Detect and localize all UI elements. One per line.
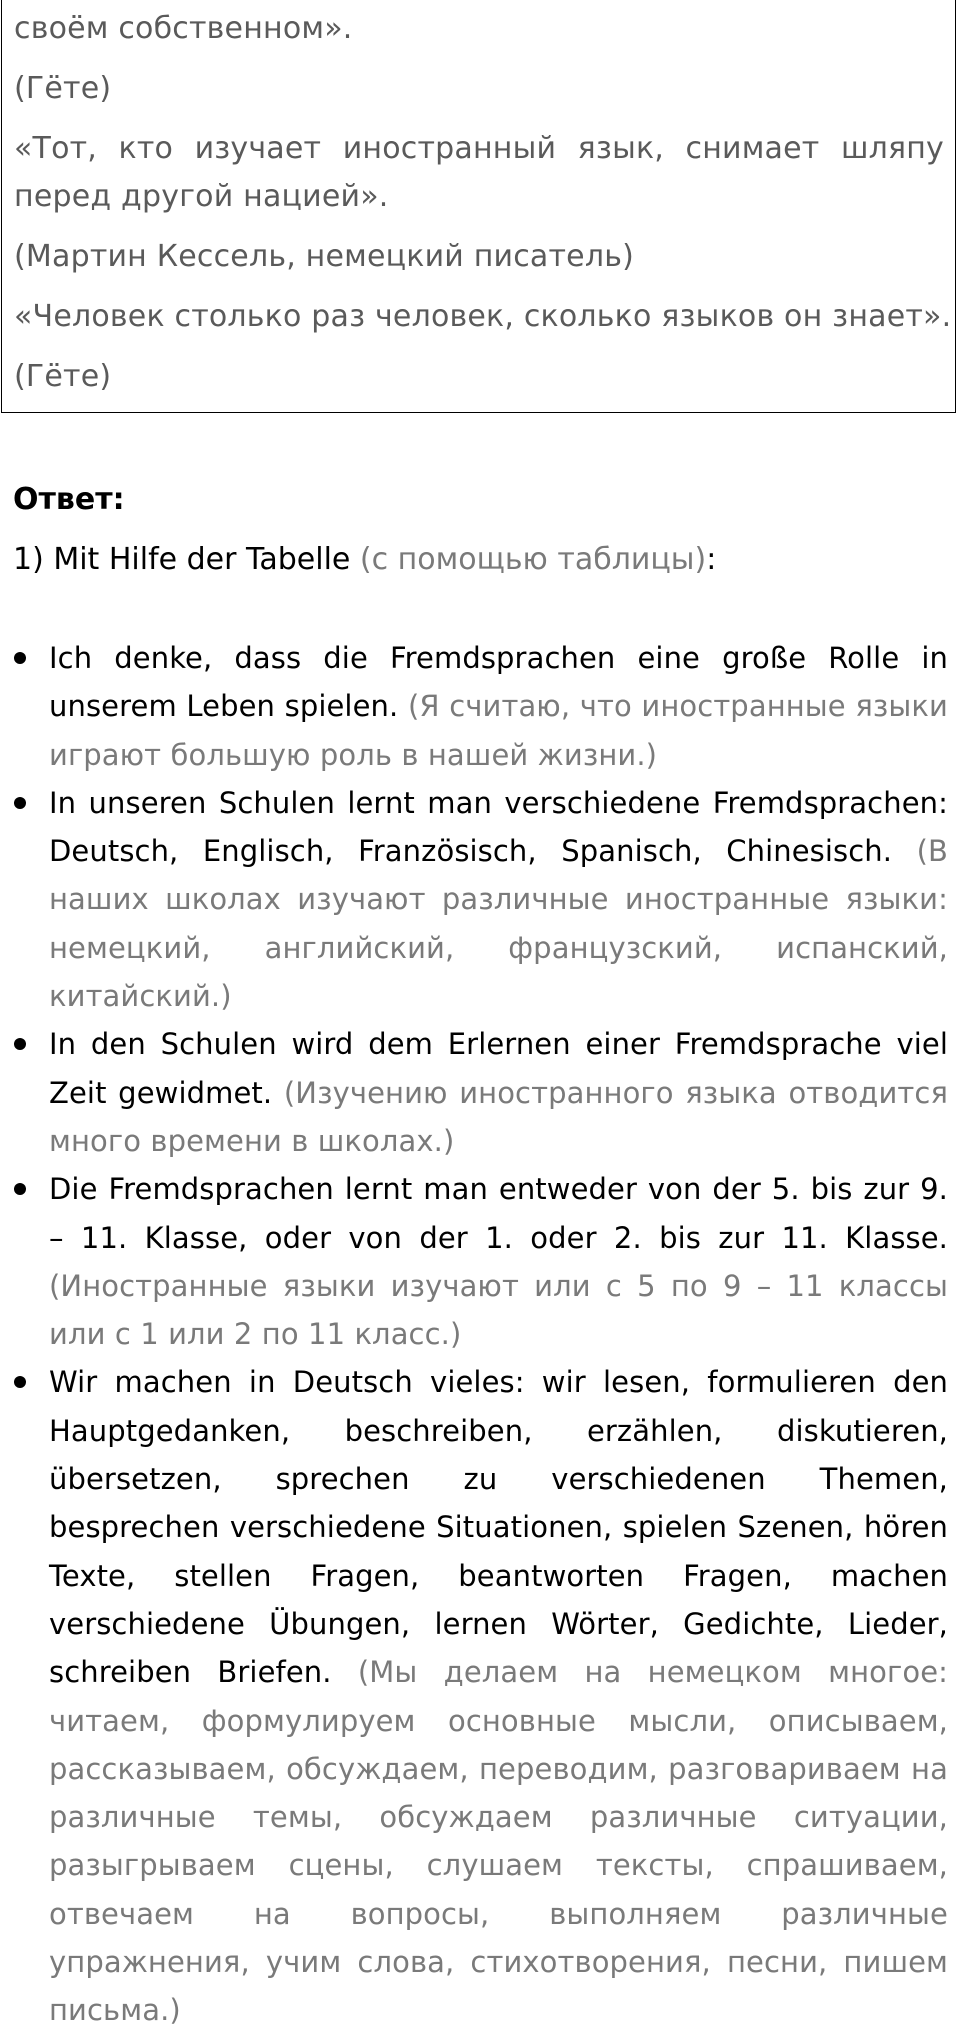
russian-translation: (Изучению иностранного языка отводится много времени в школах.) (49, 1075, 948, 1158)
german-sentence: In den Schulen wird dem Erlernen einer Fremdsprache viel Zeit gewidmet. (49, 1027, 948, 1110)
answer-heading: Ответ: (13, 482, 125, 517)
quote-fragment: своём собственном». (14, 11, 353, 46)
russian-translation: (Мы делаем на немецком многое: читаем, формулируем основные мысли, описываем, рассказываем, обсуждаем, переводим, разговариваем на различные темы, обсуждаем различные ситуации, разыгрываем сцены, слушаем тексты, спрашиваем, отвечаем на вопросы, выполняем различные упражнения, учим слова, стихотворения, песни, пишем письма.) (49, 1655, 949, 2028)
bullet-icon (14, 652, 26, 664)
bullet-icon (14, 797, 26, 809)
intro-german: 1) Mit Hilfe der Tabelle (13, 542, 351, 577)
quotes-box (1, 0, 956, 413)
list-item (0, 1020, 948, 1165)
intro-colon: : (706, 542, 717, 577)
bullet-icon (14, 1376, 26, 1388)
list-item (0, 1358, 948, 2034)
russian-translation: (Я считаю, что иностранные языки играют большую роль в нашей жизни.) (49, 689, 948, 772)
intro-translation: (с помощью таблицы) (359, 542, 707, 577)
russian-translation: (В наших школах изучают различные иностранные языки: немецкий, английский, французский, испанский, китайский.) (49, 834, 948, 1014)
german-sentence: In unseren Schulen lernt man verschiedene Fremdsprachen: Deutsch, Englisch, Französisch, Spanisch, Chinesisch. (49, 785, 948, 869)
answer-list (0, 634, 948, 2035)
list-item (0, 634, 948, 779)
bullet-icon (14, 1038, 26, 1050)
quote-author: (Гёте) (14, 359, 112, 394)
german-sentence: Ich denke, dass die Fremdsprachen eine große Rolle in unserem Leben spielen. (49, 641, 948, 724)
german-sentence: Wir machen in Deutsch vieles: wir lesen, formulieren den Hauptgedanken, beschreiben, erzählen, diskutieren, übersetzen, sprechen zu verschiedenen Themen, besprechen verschiedene Situationen, spielen Szenen, hören Texte, stellen Fragen, beantworten Fragen, machen verschiedene Übungen, lernen Wörter, Gedichte, Lieder, schreiben Briefen. (49, 1365, 948, 1690)
quote-author: (Гёте) (14, 71, 112, 106)
bullet-icon (14, 1183, 26, 1195)
answer-intro (13, 536, 716, 584)
quote-text: «Тот, кто изучает иностранный язык, снимает шляпу перед другой нацией». (14, 131, 944, 214)
quote-text: «Человек столько раз человек, сколько языков он знает». (14, 299, 952, 334)
list-item (0, 779, 948, 1020)
quote-author: (Мартин Кессель, немецкий писатель) (14, 239, 634, 274)
list-item (0, 1165, 948, 1358)
russian-translation: (Иностранные языки изучают или с 5 по 9 – 11 классы или с 1 или 2 по 11 класс.) (49, 1268, 948, 1352)
german-sentence: Die Fremdsprachen lernt man entweder von der 5. bis zur 9. – 11. Klasse, oder von der 1. oder 2. bis zur 11. Klasse. (49, 1172, 948, 1255)
